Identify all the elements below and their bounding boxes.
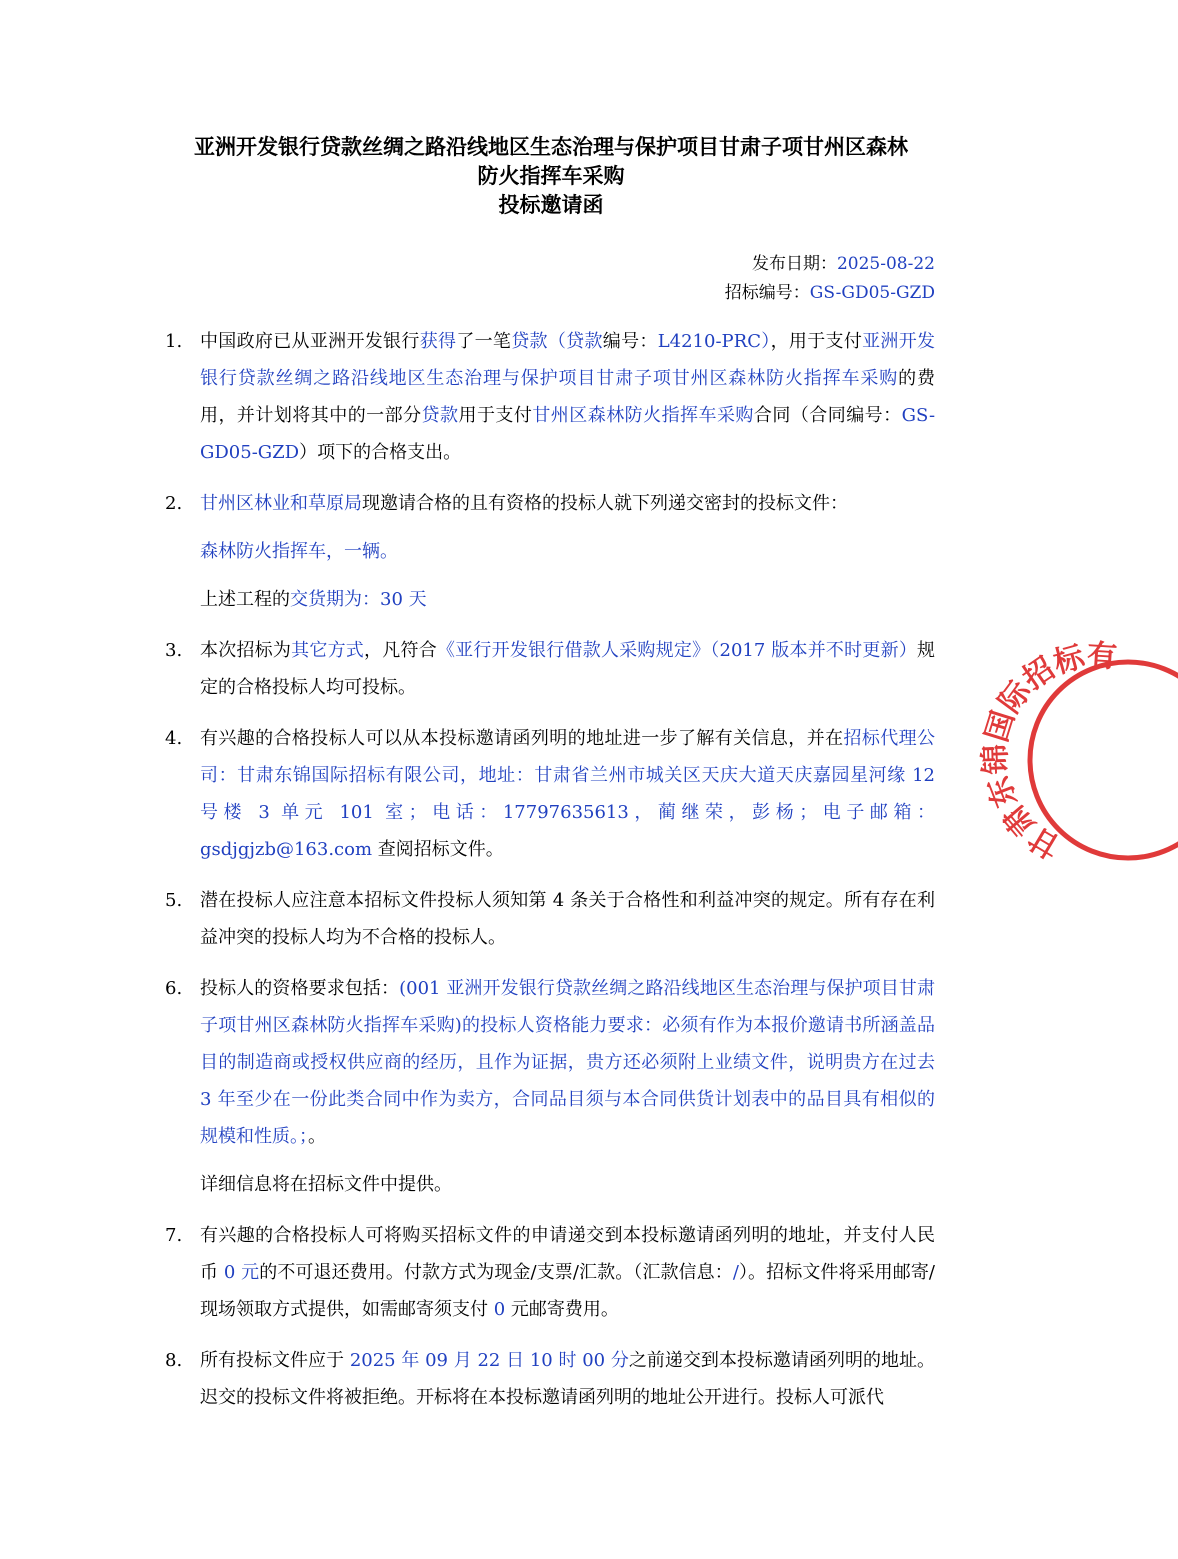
text-run: 上述工程的 <box>200 589 290 610</box>
clause-text <box>200 323 935 471</box>
clause-number: 7. <box>165 1225 183 1246</box>
text-run: ，凡符合 <box>364 640 437 661</box>
clause-text <box>200 720 935 868</box>
text-run: 所有投标文件应于 <box>200 1350 350 1371</box>
contract-number: GS-GD05-GZD <box>200 405 936 463</box>
company-seal-stamp <box>978 623 1178 870</box>
clause-text: 潜在投标人应注意本招标文件投标人须知第 4 条关于合格性和利益冲突的规定。所有存在利益冲突的投标人均为不合格的投标人。 <box>200 890 935 948</box>
issue-meta <box>725 250 935 308</box>
clause-8 <box>165 1342 935 1416</box>
clause-number: 6. <box>165 978 183 999</box>
issue-date-label: 发布日期： <box>751 254 837 274</box>
title-line-3: 投标邀请函 <box>498 193 604 217</box>
text-run: 合同（合同编号： <box>753 405 902 426</box>
clause-number: 5. <box>165 890 183 911</box>
document-title <box>150 133 952 220</box>
text-run: 的费用，并计划将其中的一部分 <box>200 368 936 426</box>
tender-code-label: 招标编号： <box>724 283 810 303</box>
tender-code-value: GS-GD05-GZD <box>809 283 935 303</box>
clause-text <box>200 1217 935 1328</box>
text-run: 元邮寄费用。 <box>505 1299 619 1320</box>
text-run: ）。招标文件将采用邮寄/现场领取方式提供，如需邮寄须支付 <box>200 1262 935 1320</box>
clause-1 <box>165 323 935 471</box>
text-run: 本次招标为 <box>200 640 292 661</box>
procurement-regulation: 《亚行开发银行借款人采购规定》（2017 版本并不时更新） <box>436 640 918 661</box>
clause-text <box>200 485 935 522</box>
clause-number: 1. <box>165 331 183 352</box>
agency-contact: 招标代理公司：甘肃东锦国际招标有限公司，地址：甘肃省兰州市城关区天庆大道天庆嘉园星河缘 12 号楼 3 单元 101 室；电话：17797635613，蔺继荣，彭杨；电子邮箱： <box>200 728 936 823</box>
text-run: ，用于支付 <box>770 331 863 352</box>
clause-number: 2. <box>165 493 183 514</box>
text-run: 编号： <box>602 331 658 352</box>
clause-text <box>200 970 935 1155</box>
clause-7 <box>165 1217 935 1328</box>
text-run: 之前递交到本投标邀请函列明的地址。迟交的投标文件将被拒绝。开标将在本投标邀请函列明的地址公开进行。投标人可派代 <box>200 1350 935 1408</box>
bid-deadline: 2025 年 09 月 22 日 10 时 00 分 <box>349 1350 629 1371</box>
clause-text <box>200 632 935 706</box>
text-run: 贷款 <box>421 405 459 426</box>
title-line-1: 亚洲开发银行贷款丝绸之路沿线地区生态治理与保护项目甘肃子项甘州区森林 <box>194 135 908 159</box>
text-run: 。 <box>308 1126 326 1147</box>
qualification-requirements: (001 亚洲开发银行贷款丝绸之路沿线地区生态治理与保护项目甘肃子项甘州区森林防火指挥车采购)的投标人资格能力要求：必须有作为本报价邀请书所涵盖品目的制造商或授权供应商的经历，且作为证据，贵方还必须附上业绩文件，说明贵方在过去 3 年至少在一份此类合同中作为卖方，合同品目须与本合同供货计划表中的品目具有相似的规模和性质。； <box>200 978 935 1147</box>
postage-fee: 0 <box>493 1299 506 1320</box>
text-run: 用于支付 <box>458 405 533 426</box>
tender-code <box>725 279 935 308</box>
text-run: 交货期为： <box>290 589 380 610</box>
purchaser-name: 甘州区林业和草原局 <box>200 493 362 514</box>
text-run: 投标人的资格要求包括： <box>200 978 400 999</box>
remittance-info: / <box>732 1262 739 1283</box>
text-run: 有兴趣的合格投标人可以从本投标邀请函列明的地址进一步了解有关信息，并在 <box>200 728 844 749</box>
title-line-2: 防火指挥车采购 <box>477 164 625 188</box>
text-run: 贷款（贷款 <box>511 331 603 352</box>
text-run: 获得 <box>419 331 457 352</box>
clause-text <box>200 1342 935 1416</box>
loan-number: L4210-PRC） <box>657 331 771 352</box>
agency-email: gsdjgjzb@163.com <box>200 839 373 860</box>
goods-description: 森林防火指挥车，一辆。 <box>200 541 398 562</box>
contract-name: 甘州区森林防火指挥车采购 <box>532 405 754 426</box>
seal-text-path: 甘肃东锦国际招标有限公司 <box>978 623 1119 865</box>
project-name: 亚洲开发银行贷款丝绸之路沿线地区生态治理与保护项目甘肃子项甘州区森林防火指挥车采购 <box>200 331 936 389</box>
text-run: 了一笔 <box>456 331 512 352</box>
text-run: 中国政府已从亚洲开发银行 <box>200 331 420 352</box>
text-run: 的不可退还费用。付款方式为现金/支票/汇款。（汇款信息： <box>259 1262 733 1283</box>
delivery-days: 30 天 <box>380 589 427 610</box>
clause-number: 4. <box>165 728 183 749</box>
clause-number: 8. <box>165 1350 183 1371</box>
clause-3 <box>165 632 935 706</box>
clause-6 <box>165 970 935 1203</box>
issue-date-value: 2025-08-22 <box>836 254 935 274</box>
text-run: 规定的合格投标人均可投标。 <box>200 640 936 698</box>
document-fee: 0 元 <box>223 1262 260 1283</box>
seal-text <box>978 623 1118 864</box>
clause-number: 3. <box>165 640 183 661</box>
issue-date <box>725 250 935 279</box>
clause-4 <box>165 720 935 868</box>
text-run: 有兴趣的合格投标人可将购买招标文件的申请递交到本投标邀请函列明的地址，并支付人民币 <box>200 1225 935 1283</box>
details-note: 详细信息将在招标文件中提供。 <box>200 1174 452 1195</box>
text-run: 查阅招标文件。 <box>372 839 504 860</box>
text-run: 现邀请合格的且有资格的投标人就下列递交密封的投标文件： <box>362 493 848 514</box>
text-run: ）项下的合格支出。 <box>299 442 462 463</box>
clause-list <box>165 323 935 1430</box>
procurement-method: 其它方式 <box>291 640 365 661</box>
delivery-period <box>200 581 935 618</box>
clause-5 <box>165 882 935 956</box>
clause-2 <box>165 485 935 618</box>
